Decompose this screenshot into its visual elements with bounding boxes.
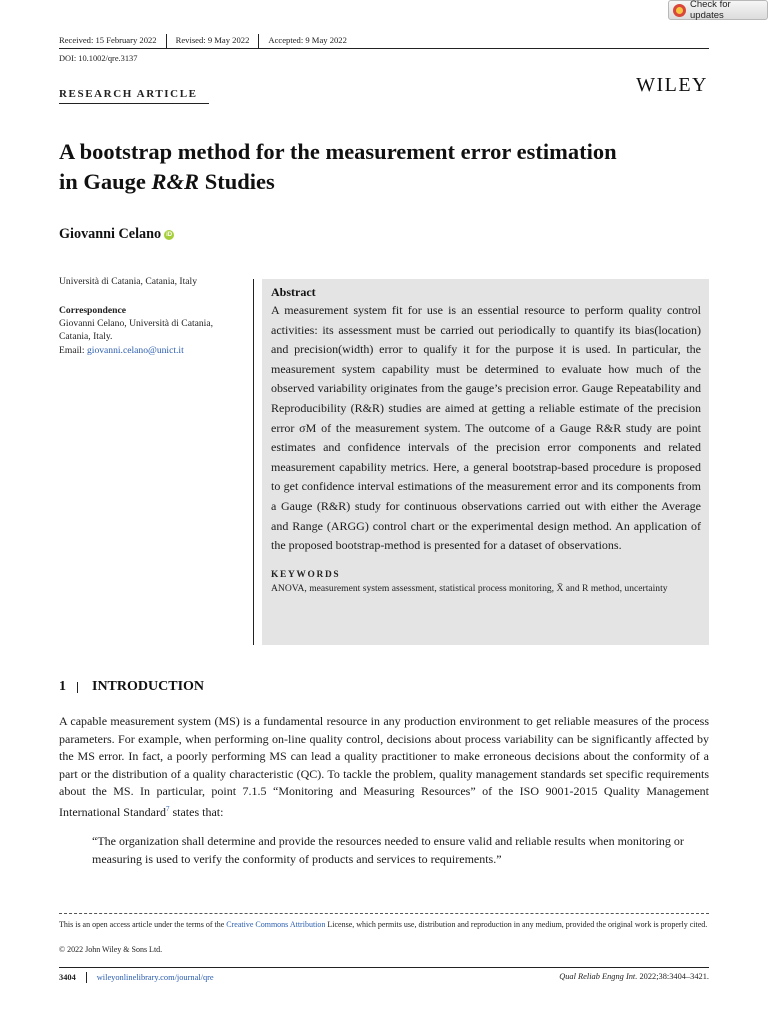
check-for-updates-button[interactable] xyxy=(668,0,768,20)
paper-title xyxy=(59,137,719,197)
email-link[interactable]: giovanni.celano@unict.it xyxy=(86,344,184,356)
section-title: INTRODUCTION xyxy=(92,679,205,694)
footnote-divider xyxy=(59,913,709,914)
revised-date: Revised: 9 May 2022 xyxy=(176,34,260,49)
email-prefix: Email: xyxy=(59,344,87,356)
title-line-2-prefix: in Gauge xyxy=(59,169,152,194)
page-footer-left xyxy=(59,972,214,983)
abstract-box xyxy=(262,279,709,645)
history-dates xyxy=(59,34,365,49)
intro-text-end: states that: xyxy=(169,804,224,819)
crossmark-icon xyxy=(673,4,686,17)
license-suffix: License, which permits use, distribution and reproduction in any medium, provided the original work is properly cited. xyxy=(325,920,708,929)
publisher-logo: WILEY xyxy=(636,74,708,96)
intro-text: A capable measurement system (MS) is a fundamental resource in any production environment to get reliable measures of the process parameters. For example, when performing on-line quality control, decisions about process variability can be significantly affected by the MS error. In fact, a poorly performing MS can lead a quality practitioner to make erroneous decisions about the conformity of a part or the distribution of a quality characteristic (QC). To tackle the problem, quality management standards set specific requirements about the MS. In particular, point 7.1.5 “Monitoring and Measuring Resources” of the ISO 9001-2015 Quality Management International Standard xyxy=(59,714,709,819)
title-rr: R&R xyxy=(151,169,200,194)
keywords: ANOVA, measurement system assessment, statistical process monitoring, X̄ and R method, uncertainty xyxy=(271,582,668,594)
block-quote: “The organization shall determine and provide the resources needed to ensure valid and reliable results when monitoring or measuring is used to verify the conformity of products and services to requirements.” xyxy=(92,834,684,866)
article-type-underline xyxy=(59,103,209,104)
correspondence-email-line xyxy=(59,344,244,357)
citation-details: 2022;38:3404–3421. xyxy=(637,972,709,981)
article-type: RESEARCH ARTICLE xyxy=(59,88,198,100)
license-prefix: This is an open access article under the terms of the xyxy=(59,920,227,929)
correspondence-address: Giovanni Celano, Università di Catania, Catania, Italy. xyxy=(59,318,213,343)
copyright: © 2022 John Wiley & Sons Ltd. xyxy=(59,945,163,954)
section-separator xyxy=(77,682,78,693)
author-name: Giovanni Celano xyxy=(59,226,162,242)
journal-name: Qual Reliab Engng Int. xyxy=(559,972,638,981)
affiliation: Università di Catania, Catania, Italy xyxy=(59,276,197,287)
footer-separator xyxy=(86,972,87,983)
section-heading xyxy=(59,679,204,695)
author xyxy=(59,226,174,243)
correspondence-heading: Correspondence xyxy=(59,305,126,316)
received-date: Received: 15 February 2022 xyxy=(59,34,167,49)
abstract-heading: Abstract xyxy=(271,285,316,299)
intro-paragraph xyxy=(59,713,709,821)
abstract-side-rule xyxy=(253,279,254,645)
license-note xyxy=(59,919,709,931)
footer-divider xyxy=(59,967,709,968)
title-line-1: A bootstrap method for the measurement error estimation xyxy=(59,139,617,164)
check-for-updates-label: Check for updates xyxy=(690,0,731,21)
abstract-text: A measurement system fit for use is an essential resource to perform quality control activities: its assessment must be carried out periodically to quantify its bias(location) and precision(width) error to qualify it for the purpose it is used. In particular, the measurement system capability must be determined to evaluate how much of the observed variability originates from the gauge’s precision error. Gauge Repeatability and Reproducibility (R&R) studies are aimed at getting a reliable estimate of the precision error σM of the measurement system. The outcome of a Gauge R&R study are point estimates and confidence intervals of the precision error components and related measurement capability metrics. Here, a general bootstrap-based procedure is proposed to get confidence interval estimations of the measurement error and its components from a Gauge (R&R) study for continuous observations carried out with either the Average and Range (ARGG) control chart or the experimental design method. An application of the proposed bootstrap-method is presented for a dataset of observations. xyxy=(271,303,701,553)
accepted-date: Accepted: 9 May 2022 xyxy=(268,35,347,45)
section-number: 1 xyxy=(59,679,66,694)
orcid-icon[interactable]: iD xyxy=(166,231,173,238)
journal-citation xyxy=(559,972,709,981)
doi: DOI: 10.1002/qre.3137 xyxy=(59,54,138,63)
correspondence xyxy=(59,304,244,357)
keywords-heading: KEYWORDS xyxy=(271,569,341,580)
title-line-2-suffix: Studies xyxy=(199,169,275,194)
license-link[interactable]: Creative Commons Attribution xyxy=(226,920,326,929)
journal-url[interactable]: wileyonlinelibrary.com/journal/qre xyxy=(96,973,214,982)
reference-link[interactable]: 7 xyxy=(165,804,170,813)
page-number: 3404 xyxy=(59,973,76,982)
header-divider xyxy=(59,48,709,49)
